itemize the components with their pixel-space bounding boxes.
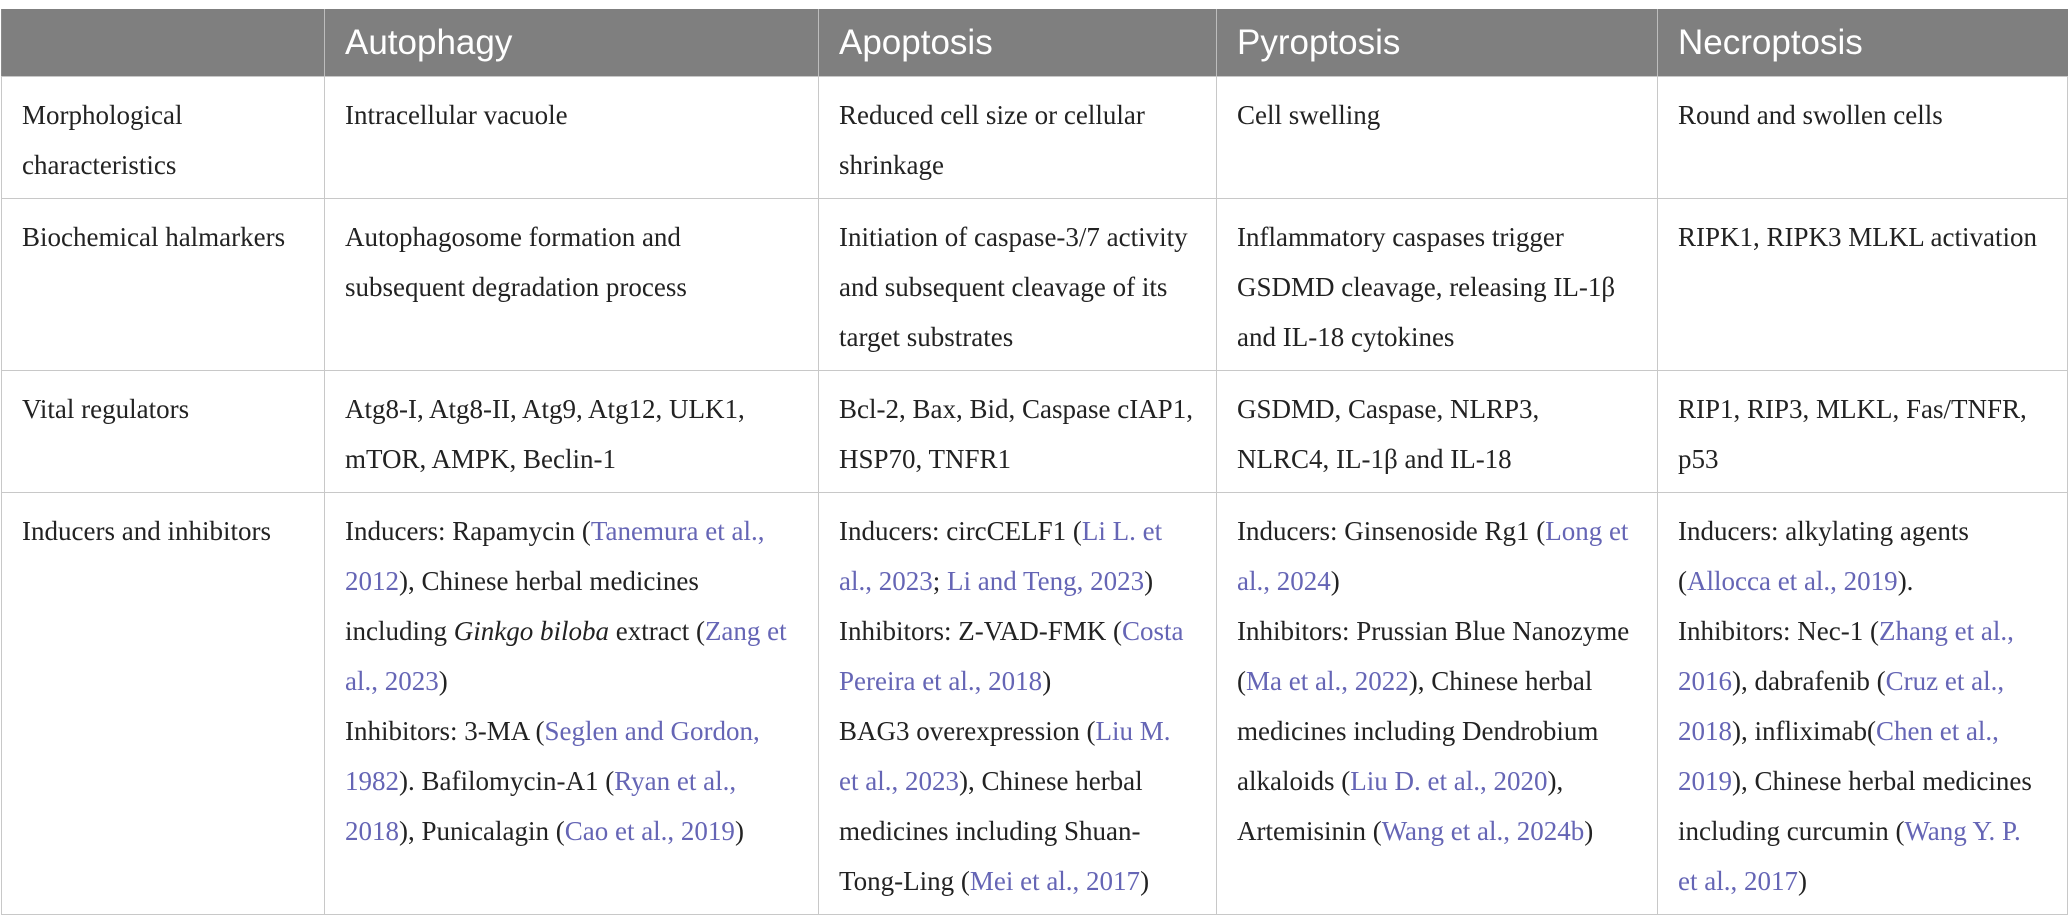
cell-inducers-necroptosis (1658, 493, 2068, 915)
citation-link[interactable]: Mei et al., 2017 (969, 866, 1141, 896)
cell-morph-autophagy: Intracellular vacuole (325, 77, 819, 199)
cell-text: ) (1797, 866, 1807, 896)
cell-text: Inducers: circCELF1 ( (839, 516, 1082, 546)
citation-link[interactable]: Cruz et al., 2018 (1678, 666, 2005, 746)
row-label-regulators: Vital regulators (2, 371, 325, 493)
cell-text: Inhibitors: Prussian Blue Nanozyme ( (1237, 616, 1630, 696)
citation-link[interactable]: Ryan et al., 2018 (345, 766, 737, 846)
inhibitors-line (839, 606, 1196, 706)
cell-inducers-apoptosis (819, 493, 1217, 915)
cell-text: ), Chinese herbal medicines including Dendrobium alkaloids ( (1237, 666, 1599, 796)
cell-biochem-necroptosis: RIPK1, RIPK3 MLKL activation (1658, 199, 2068, 371)
inducers-line (1237, 506, 1637, 606)
cell-text: ) (1042, 666, 1052, 696)
cell-text: Inhibitors: Nec-1 ( (1678, 616, 1879, 646)
citation-link[interactable]: Long et al., 2024 (1237, 516, 1629, 596)
table-row-inducers (2, 493, 2068, 915)
cell-text: ), Chinese herbal medicines including (345, 566, 699, 646)
cell-regulators-necroptosis: RIP1, RIP3, MLKL, Fas/TNFR, p53 (1658, 371, 2068, 493)
cell-morph-apoptosis: Reduced cell size or cellular shrinkage (819, 77, 1217, 199)
cell-text: Inhibitors: Z-VAD-FMK ( (839, 616, 1122, 646)
citation-link[interactable]: Costa Pereira et al., 2018 (839, 616, 1184, 696)
inducers-line (1678, 506, 2047, 606)
inducers-line (839, 506, 1196, 606)
citation-link[interactable]: Tanemura et al., 2012 (345, 516, 765, 596)
inhibitors-line (1678, 606, 2047, 906)
row-label-inducers: Inducers and inhibitors (2, 493, 325, 915)
cell-regulators-pyroptosis: GSDMD, Caspase, NLRP3, NLRC4, IL-1β and IL-18 (1217, 371, 1658, 493)
cell-text: BAG3 overexpression ( (839, 716, 1096, 746)
cell-text: ) (438, 666, 448, 696)
citation-link[interactable]: Li L. et al., 2023 (839, 516, 1163, 596)
citation-link[interactable]: Liu D. et al., 2020 (1350, 766, 1548, 796)
citation-link[interactable]: Allocca et al., 2019 (1687, 566, 1898, 596)
cell-text: ), infliximab( (1732, 716, 1876, 746)
citation-link[interactable]: Cao et al., 2019 (564, 816, 735, 846)
inhibitors-line (1237, 606, 1637, 856)
cell-text: extract ( (609, 616, 705, 646)
cell-text: Inducers: Ginsenoside Rg1 ( (1237, 516, 1546, 546)
overexpression-line (839, 706, 1196, 906)
cell-text: ) (1144, 566, 1154, 596)
cell-text: ) (1584, 816, 1594, 846)
citation-link[interactable]: Wang et al., 2024b (1381, 816, 1585, 846)
citation-link[interactable]: Wang Y. P. et al., 2017 (1678, 816, 2021, 896)
italic-species-name: Ginkgo biloba (453, 616, 609, 646)
cell-text: ) (1140, 866, 1150, 896)
table-row-biochemical (2, 199, 2068, 371)
cell-text: ). (1897, 566, 1914, 596)
cell-text: ), Artemisinin ( (1237, 766, 1564, 846)
citation-link[interactable]: Liu M. et al., 2023 (839, 716, 1171, 796)
header-necroptosis: Necroptosis (1658, 9, 2068, 77)
cell-text: ), Chinese herbal medicines including Shuan-Tong-Ling ( (839, 766, 1143, 896)
cell-text: ). Bafilomycin-A1 ( (399, 766, 615, 796)
header-autophagy: Autophagy (325, 9, 819, 77)
cell-text: ) (734, 816, 744, 846)
cell-morph-necroptosis: Round and swollen cells (1658, 77, 2068, 199)
cell-text: Inducers: Rapamycin ( (345, 516, 591, 546)
cell-text: ), dabrafenib ( (1732, 666, 1886, 696)
citation-link[interactable]: Zang et al., 2023 (345, 616, 787, 696)
header-row (2, 9, 2068, 77)
cell-regulators-apoptosis: Bcl-2, Bax, Bid, Caspase cIAP1, HSP70, TNFR1 (819, 371, 1217, 493)
citation-link[interactable]: Li and Teng, 2023 (947, 566, 1145, 596)
citation-link[interactable]: Chen et al., 2019 (1678, 716, 1999, 796)
table-row-regulators (2, 371, 2068, 493)
comparison-table (1, 9, 2068, 915)
citation-link[interactable]: Ma et al., 2022 (1246, 666, 1409, 696)
cell-text: ) (1330, 566, 1340, 596)
cell-inducers-autophagy (325, 493, 819, 915)
row-label-morphological: Morphological characteristics (2, 77, 325, 199)
cell-text: Inhibitors: 3-MA ( (345, 716, 545, 746)
row-label-biochemical: Biochemical halmarkers (2, 199, 325, 371)
cell-biochem-autophagy: Autophagosome formation and subsequent degradation process (325, 199, 819, 371)
cell-text: ), Punicalagin ( (399, 816, 565, 846)
cell-text: Inducers: alkylating agents ( (1678, 516, 1969, 596)
cell-biochem-pyroptosis: Inflammatory caspases trigger GSDMD cleavage, releasing IL-1β and IL-18 cytokines (1217, 199, 1658, 371)
inhibitors-line (345, 706, 798, 856)
cell-text: ; (932, 566, 948, 596)
inducers-line (345, 506, 798, 706)
header-apoptosis: Apoptosis (819, 9, 1217, 77)
cell-inducers-pyroptosis (1217, 493, 1658, 915)
header-cell-empty (2, 9, 325, 77)
cell-biochem-apoptosis: Initiation of caspase-3/7 activity and subsequent cleavage of its target substrates (819, 199, 1217, 371)
citation-link[interactable]: Zhang et al., 2016 (1678, 616, 2014, 696)
table-row-morphological (2, 77, 2068, 199)
header-pyroptosis: Pyroptosis (1217, 9, 1658, 77)
cell-regulators-autophagy: Atg8-I, Atg8-II, Atg9, Atg12, ULK1, mTOR, AMPK, Beclin-1 (325, 371, 819, 493)
citation-link[interactable]: Seglen and Gordon, 1982 (345, 716, 760, 796)
cell-text: ), Chinese herbal medicines including curcumin ( (1678, 766, 2032, 846)
cell-morph-pyroptosis: Cell swelling (1217, 77, 1658, 199)
